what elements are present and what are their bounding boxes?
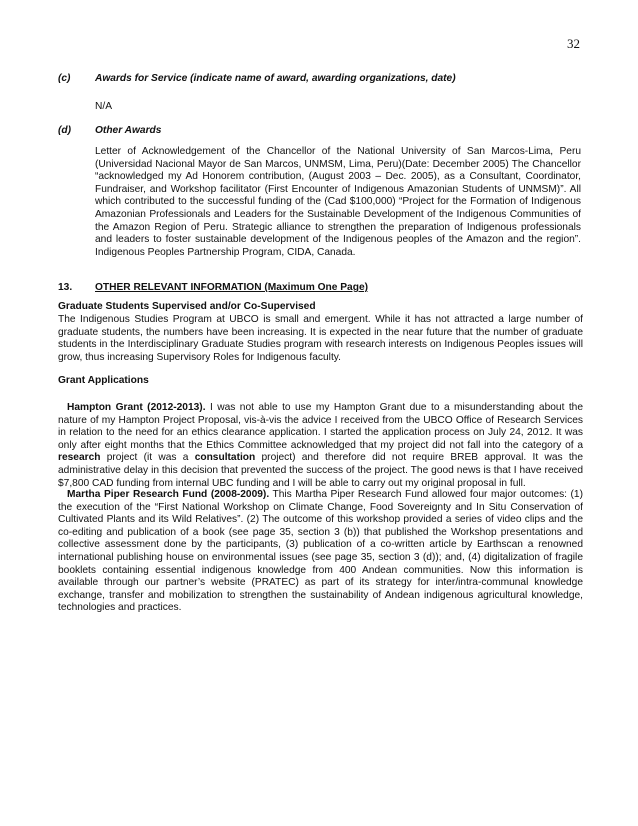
piper-fund-paragraph	[58, 489, 583, 615]
piper-fund-text: This Martha Piper Research Fund allowed four major outcomes: (1) the execution of the “First National Workshop on Climate Change, Food Sovereignty and In Situ Conservation of Cultivated Plants and its Wild Relatives”. (2) The outcome of this workshop provided a series of video clips and the co-editing and publication of a book (see page 35, section 3 (b)) that published the Workshop presentations and collective assessment done by the participants, (3) publication of a co-written article by Earthscan a renowned international publishing house on environmental issues (see page 35, section 3 (d)); and, (4) digitalization of fragile booklets containing essential indigenous knowledge from 400 Andean communities. Now this information is available through our partner’s website (PRATEC) as part of its strategy for inter/intra-communal knowledge exchange, transfer and mobilization to strengthen the sustainability of Andean indigenous agricultural knowledge, technologies and practices.	[58, 489, 583, 614]
section-c-value: N/A	[95, 101, 112, 112]
hampton-text-3: project) and therefore did not require BREB approval. It was the administrative delay in this decision that prevented the success of the project. The good news is that I have received $7,800 CAD funding from internal UBC funding and I will be able to carry out my original proposal in full.	[58, 452, 584, 489]
hampton-word-consultation: consultation	[194, 452, 256, 464]
section-c-label: (c)	[58, 73, 71, 84]
piper-fund-title: Martha Piper Research Fund (2008-2009).	[67, 489, 270, 500]
section-d-label: (d)	[58, 125, 72, 136]
section-d-title: Other Awards	[95, 125, 162, 136]
hampton-text-2: project (it was a	[100, 452, 195, 464]
hampton-grant-title: Hampton Grant (2012-2013).	[67, 402, 206, 413]
hampton-grant-paragraph	[58, 402, 583, 490]
section-13-label: 13.	[58, 282, 73, 293]
section-13-title: OTHER RELEVANT INFORMATION (Maximum One Page)	[95, 282, 369, 293]
grant-applications-heading: Grant Applications	[58, 375, 149, 386]
hampton-text-1: I was not able to use my Hampton Grant due to a misunderstanding about the nature of my Hampton Project Proposal, vis-à-vis the advice I received from the UBCO Office of Research Services in relation to the need for an ethics clearance application. I started the application process on July 24, 2012. It was only after eight months that the Ethics Committee acknowledged that my project did not fall into the category of a	[58, 402, 584, 451]
graduate-heading: Graduate Students Supervised and/or Co-Supervised	[58, 301, 316, 312]
graduate-body: The Indigenous Studies Program at UBCO is small and emergent. While it has not attracted a large number of graduate students, the numbers have been increasing. It is expected in the near future that the number of graduate students in the Interdisciplinary Graduate Studies program with research interests on Indigenous Peoples issues will grow, thus increasing Supervisory Roles for Indigenous faculty.	[58, 314, 583, 363]
section-d-body: Letter of Acknowledgement of the Chancellor of the National University of San Marcos-Lima, Peru (Universidad Nacional Mayor de San Marcos, UNMSM, Lima, Peru)(Date: December 2005) The Chancellor “acknowledged my Ad Honorem contribution, (August 2003 – Dec. 2005), as a Consultant, Coordinator, Fundraiser, and Workshop facilitator (First Encounter of Indigenous Amazonian Students of UNMSM)”. All which contributed to the successful funding of the (Cad $100,000) “Project for the Formation of Indigenous Amazonian Professionals and Leaders for the Sustainable Development of the Indigenous Communities of the Amazon Region of Peru. Strategic alliance to strengthen the preparation of Indigenous professionals and leaders to foster sustainable development of the Indigenous peoples of the Amazon and the region”. Indigenous Peoples Partnership Program, CIDA, Canada.	[95, 146, 581, 258]
page-number: 32	[567, 36, 580, 51]
section-c-title: Awards for Service (indicate name of award, awarding organizations, date)	[95, 73, 456, 84]
hampton-word-research: research	[58, 452, 101, 464]
